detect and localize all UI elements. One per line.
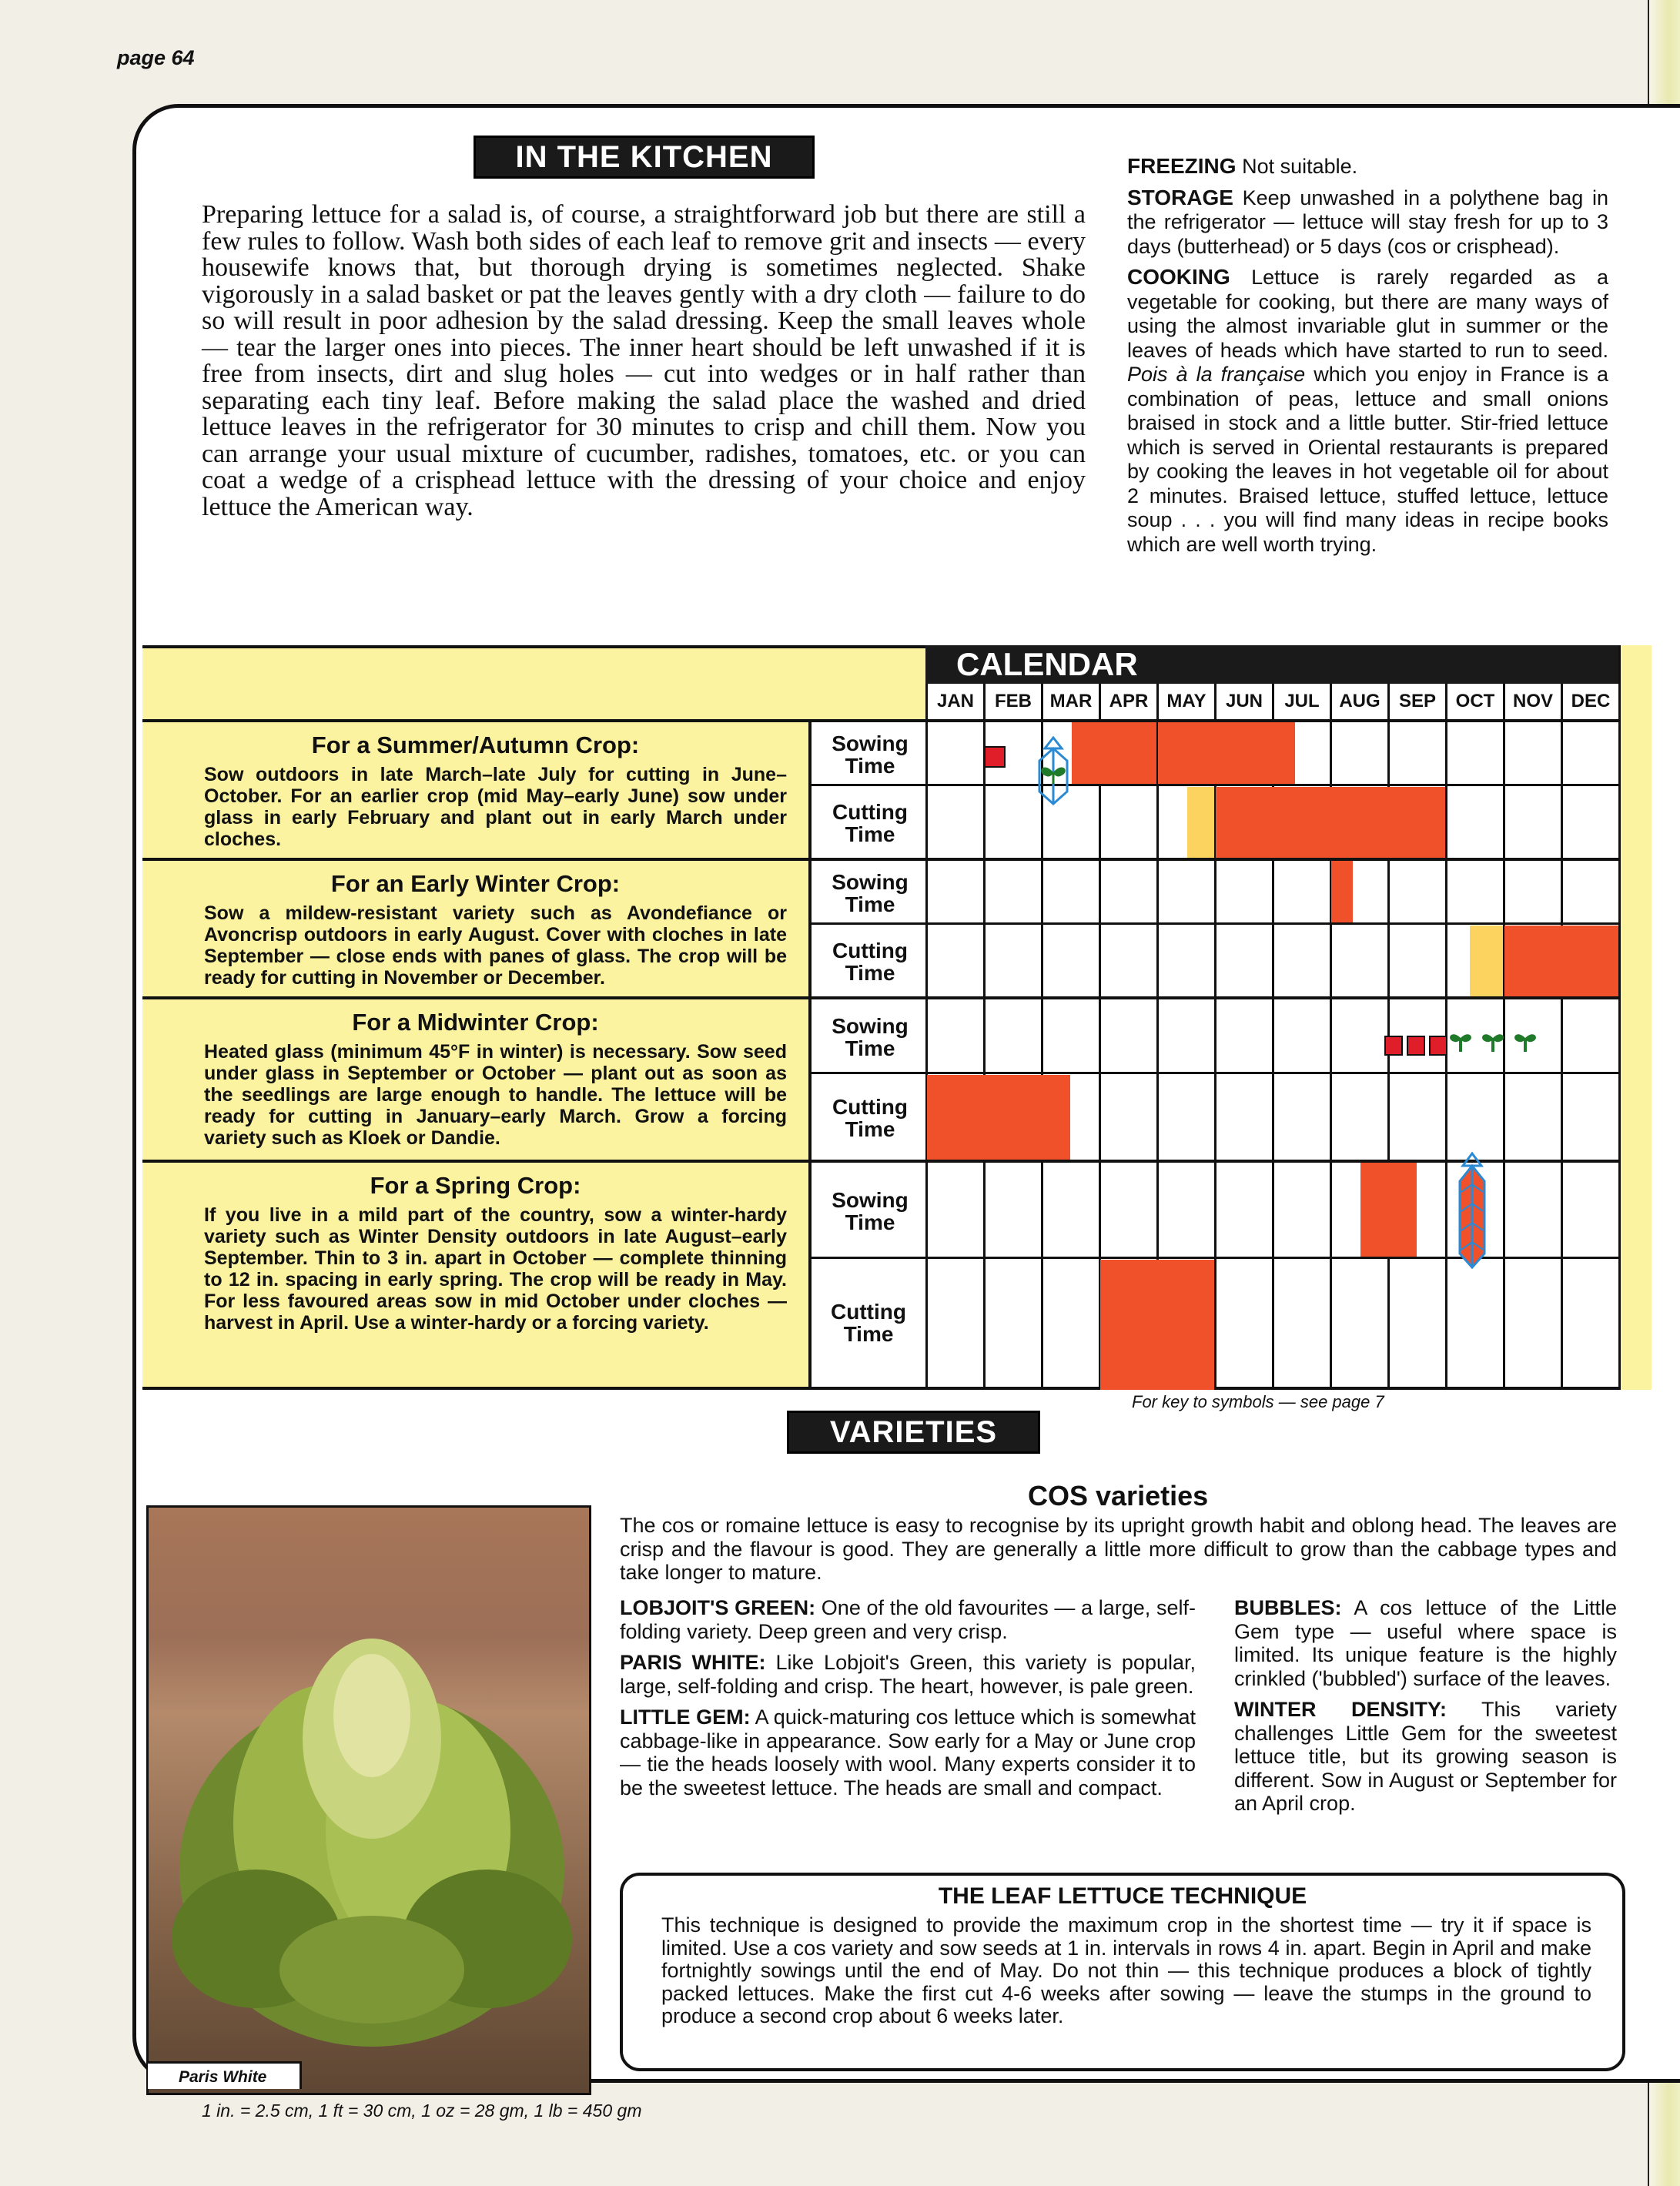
crop-title: For a Spring Crop: <box>370 1172 581 1199</box>
month-mar: MAR <box>1041 684 1099 719</box>
variety-name: PARIS WHITE: <box>620 1651 766 1674</box>
key-note: For key to symbols — see page 7 <box>1132 1392 1384 1411</box>
calendar-symbols <box>142 645 1618 1390</box>
freezing-text: Not suitable. <box>1236 155 1358 178</box>
crop-description: Sow a mildew-resistant variety such as Avondefiance or Avoncrisp outdoors in early August. Cover with cloches in late September — close ends with panes of glass. The crop will be ready for cutting in November or December. <box>204 902 787 989</box>
page-number: page 64 <box>117 46 195 69</box>
kitchen-heading: IN THE KITCHEN <box>474 136 815 179</box>
month-apr: APR <box>1099 684 1156 719</box>
red-square-icon <box>1385 1036 1402 1055</box>
month-jul: JUL <box>1272 684 1330 719</box>
freezing-paragraph <box>1127 154 1608 179</box>
crop-title: For a Summer/Autumn Crop: <box>311 731 640 758</box>
calendar-title: CALENDAR <box>956 646 1138 682</box>
red-square-icon <box>1407 1036 1424 1055</box>
crop-title: For a Midwinter Crop: <box>352 1009 599 1036</box>
crop-title: For an Early Winter Crop: <box>330 870 621 897</box>
variety-text: One of the old favourites — a large, self-folding variety. Deep green and very crisp. <box>620 1596 1196 1643</box>
photo-caption: Paris White <box>148 2061 302 2089</box>
cloche-arrow-icon <box>1460 1153 1484 1267</box>
month-jun: JUN <box>1214 684 1272 719</box>
variety-entry <box>1234 1596 1617 1690</box>
variety-name: LITTLE GEM: <box>620 1706 751 1729</box>
month-feb: FEB <box>983 684 1041 719</box>
variety-entry <box>620 1651 1196 1698</box>
varieties-heading: VARIETIES <box>787 1411 1040 1454</box>
variety-name: WINTER DENSITY: <box>1234 1698 1447 1721</box>
red-square-icon <box>985 747 1005 767</box>
variety-text: A cos lettuce of the Little Gem type — useful where space is limited. Its unique feature is the highly crinkled ('bubbled') surface of the leaves. <box>1234 1596 1617 1690</box>
storage-label: STORAGE <box>1127 185 1233 209</box>
varieties-right-column <box>1234 1596 1617 1823</box>
cos-title: COS varieties <box>1028 1480 1209 1511</box>
kitchen-body: Preparing lettuce for a salad is, of course, a straightforward job but there are still a few rules to follow. Wash both sides of each leaf to remove grit and insects — every housewife knows that, but thorough drying is sometimes neglected. Shake vigorously in a salad basket or pat the leaves gently with a dry cloth — failure to do so will result in poor adhesion by the salad dressing. Keep the small leaves whole — tear the larger ones into pieces. The inner heart should be left unwashed if it is free from insects, dirt and slug holes — cut into wedges or in half rather than separating each tiny leaf. Before making the salad place the washed and dried lettuce leaves in the refrigerator for 30 minutes to crisp and chill them. Now you can arrange your usual mixture of cucumber, radishes, tomatoes, etc. or you can coat a wedge of a crisphead lettuce with the dressing of your choice and enjoy lettuce the American way. <box>202 200 1086 521</box>
cutting-label: Cutting Time <box>808 922 929 999</box>
crop-description: If you live in a mild part of the country, sow a winter-hardy variety such as Winter Density outdoors in late August–early September. Thin to 3 in. apart in October — complete thinning to 12 in. spacing in early spring. The crop will be ready in May. For less favoured areas sow in mid October under cloches — harvest in April. Use a winter-hardy or a forcing variety. <box>204 1204 787 1334</box>
leaf-lettuce-technique-box <box>620 1873 1625 2071</box>
month-sep: SEP <box>1387 684 1445 719</box>
storage-text: Keep unwashed in a polythene bag in the refrigerator — lettuce will stay fresh for up to 3 days (butterhead) or 5 days (cos or crisphead). <box>1127 186 1608 258</box>
cutting-label: Cutting Time <box>808 1257 925 1390</box>
variety-name: LOBJOIT'S GREEN: <box>620 1596 816 1619</box>
crop-description: Sow outdoors in late March–late July for cutting in June–October. For an earlier crop (mid May–early June) sow under glass in early February and plant out in early March under cloches. <box>204 764 787 850</box>
month-may: MAY <box>1156 684 1214 719</box>
sowing-label: Sowing Time <box>808 719 929 787</box>
technique-title: THE LEAF LETTUCE TECHNIQUE <box>938 1883 1307 1909</box>
sowing-label: Sowing Time <box>808 858 929 926</box>
month-nov: NOV <box>1503 684 1561 719</box>
varieties-left-column <box>620 1596 1196 1807</box>
cutting-label: Cutting Time <box>808 1072 929 1162</box>
cooking-text-1: Lettuce is rarely regarded as a vegetable for cooking, but there are many ways of using the almost invariable glut in summer or the leaves of heads which have started to run to seed. <box>1127 266 1608 362</box>
storage-paragraph <box>1127 186 1608 259</box>
cos-intro: The cos or romaine lettuce is easy to recognise by its upright growth habit and oblong head. The leaves are crisp and the flavour is good. They are generally a little more difficult to grow than the cabbage types and take longer to mature. <box>620 1514 1617 1584</box>
conversion-footer: 1 in. = 2.5 cm, 1 ft = 30 cm, 1 oz = 28 gm, 1 lb = 450 gm <box>202 2101 642 2121</box>
month-aug: AUG <box>1330 684 1387 719</box>
month-dec: DEC <box>1561 684 1618 719</box>
calendar <box>142 645 1618 1390</box>
storage-column <box>1127 154 1608 563</box>
variety-entry <box>620 1596 1196 1643</box>
cooking-paragraph <box>1127 265 1608 557</box>
lettuce-illustration <box>149 1508 589 2093</box>
red-square-icon <box>1430 1036 1447 1055</box>
seedling-row-icon <box>1450 1034 1536 1052</box>
lettuce-photo <box>146 1505 591 2095</box>
technique-body: This technique is designed to provide the maximum crop in the shortest time — try it if space is limited. Use a cos variety and sow seeds at 1 in. intervals in rows 4 in. apart. Begin in April and make fortnightly sowings until the end of May. Do not thin — this technique produces a block of tightly packed lettuces. Make the first cut 4-6 weeks after sowing — leave the stumps in the ground to produce a second crop about 6 weeks later. <box>661 1913 1591 2027</box>
variety-entry <box>620 1706 1196 1799</box>
sowing-label: Sowing Time <box>808 996 929 1075</box>
month-oct: OCT <box>1445 684 1503 719</box>
cooking-label: COOKING <box>1127 265 1230 289</box>
month-jan: JAN <box>925 684 983 719</box>
cooking-italic: Pois à la française <box>1127 363 1306 386</box>
cooking-text-2: which you enjoy in France is a combination of peas, lettuce and small onions braised in stock and a little butter. Stir-fried lettuce which is served in Oriental restaurants is prepared by cooking the leaves in hot vegetable oil for about 2 minutes. Braised lettuce, stuffed lettuce, lettuce soup . . . you will find many ideas in recipe books which are well worth trying. <box>1127 363 1608 556</box>
calendar-right-band <box>1618 645 1652 1390</box>
crop-description: Heated glass (minimum 45°F in winter) is necessary. Sow seed under glass in September or October — plant out as soon as the seedlings are large enough to handle. The lettuce will be ready for cutting in January–early March. Grow a forcing variety such as Kloek or Dandie. <box>204 1041 787 1149</box>
variety-entry <box>1234 1698 1617 1816</box>
variety-text: This variety challenges Little Gem for the sweetest lettuce title, but its growing season is different. Sow in August or September for an April crop. <box>1234 1698 1617 1815</box>
sowing-label: Sowing Time <box>808 1160 929 1260</box>
variety-text: A quick-maturing cos lettuce which is somewhat cabbage-like in appearance. Sow early for a May or June crop — tie the heads loosely with wool. Many experts consider it to be the sweetest lettuce. The heads are small and compact. <box>620 1706 1196 1799</box>
cutting-label: Cutting Time <box>808 784 929 860</box>
variety-name: BUBBLES: <box>1234 1596 1342 1619</box>
variety-text: Like Lobjoit's Green, this variety is popular, large, self-folding and crisp. The heart, however, is pale green. <box>620 1651 1196 1698</box>
freezing-label: FREEZING <box>1127 154 1237 178</box>
